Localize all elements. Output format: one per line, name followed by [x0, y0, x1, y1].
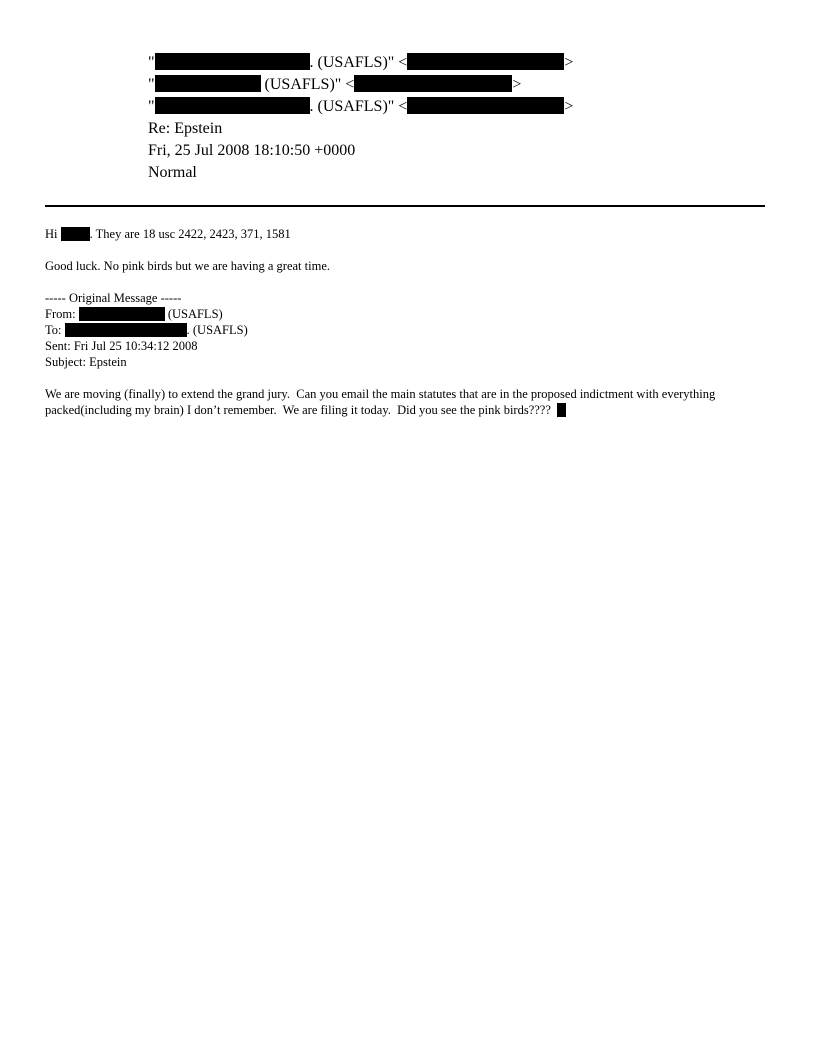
redaction-block	[155, 53, 310, 70]
original-body: We are moving (finally) to extend the grand jury. Can you email the main statutes that are in the proposed indictment with everything packed(including my brain) I don’t remember. We are filing it today. Did you see the pink birds????	[45, 387, 719, 417]
redaction-block	[407, 97, 564, 114]
original-sent-line: Sent: Fri Jul 25 10:34:12 2008	[45, 339, 198, 353]
reply-line: Good luck. No pink birds but we are having a great time.	[45, 259, 330, 273]
reply-greeting-line: Hi . They are 18 usc 2422, 2423, 371, 1581	[45, 227, 291, 241]
original-message-divider: ----- Original Message -----	[45, 291, 182, 305]
redaction-block	[557, 403, 566, 417]
original-to-line: To: . (USAFLS)	[45, 323, 248, 337]
redaction-block	[65, 323, 187, 337]
redaction-block	[155, 75, 261, 92]
header-divider	[45, 205, 765, 207]
redaction-block	[407, 53, 564, 70]
email-body	[45, 226, 770, 418]
original-from-line: From: (USAFLS)	[45, 307, 223, 321]
to-value: " (USAFLS)" < >	[148, 76, 522, 93]
subject-value: Re: Epstein	[148, 120, 223, 137]
redaction-block	[354, 75, 512, 92]
original-subject-line: Subject: Epstein	[45, 355, 127, 369]
date-value: Fri, 25 Jul 2008 18:10:50 +0000	[148, 142, 356, 159]
from-value: " . (USAFLS)" < >	[148, 54, 574, 71]
redaction-block	[155, 97, 310, 114]
redaction-block	[79, 307, 165, 321]
importance-value: Normal	[148, 164, 197, 181]
redaction-block	[61, 227, 90, 241]
bcc-value: " . (USAFLS)" < >	[148, 98, 574, 115]
